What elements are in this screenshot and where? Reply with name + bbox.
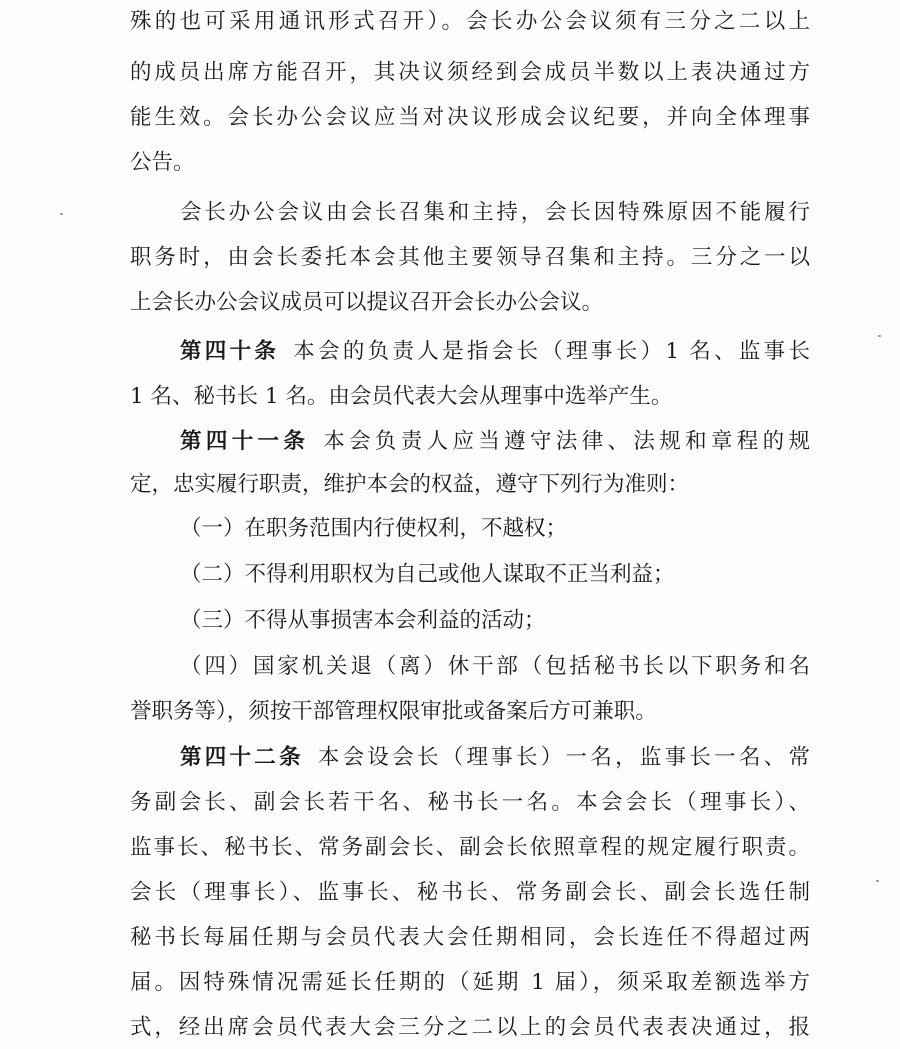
article-heading: 第四十条 [180, 339, 280, 364]
text-line: 公告。 [130, 150, 195, 175]
list-item: （一）在职务范围内行使权利，不越权； [180, 516, 568, 541]
text-line: 的成员出席方能召开，其决议须经到会成员半数以上表决通过方 [130, 60, 810, 85]
text-line: 届。因特殊情况需延长任期的（延期 1 届），须采取差额选举方 [130, 970, 810, 995]
text-line: 能生效。会长办公会议应当对决议形成会议纪要，并向全体理事 [130, 105, 810, 130]
text-line: 会长（理事长）、监事长、秘书长、常务副会长、副会长选任制 [130, 880, 810, 905]
list-item: （二）不得利用职权为自己或他人谋取不正当利益； [180, 562, 675, 587]
text-line: 式，经出席会员代表大会三分之二以上的会员代表表决通过，报 [130, 1015, 810, 1040]
text-line: 定，忠实履行职责，维护本会的权益，遵守下列行为准则： [130, 472, 690, 497]
text-line: 誉职务等），须按干部管理权限审批或备案后方可兼职。 [130, 699, 657, 724]
text-line: 务副会长、副会长若干名、秘书长一名。本会会长（理事长）、 [130, 790, 810, 815]
scan-speck [60, 213, 63, 215]
list-item: （四）国家机关退（离）休干部（包括秘书长以下职务和名 [180, 654, 810, 679]
article-heading: 第四十二条 [180, 745, 304, 770]
scan-speck [876, 880, 879, 882]
scan-speck [878, 335, 881, 337]
article-heading: 第四十一条 [180, 429, 310, 454]
text-line: 秘书长每届任期与会员代表大会任期相同，会长连任不得超过两 [130, 925, 810, 950]
text-line: 1 名、秘书长 1 名。由会员代表大会从理事中选举产生。 [130, 384, 673, 409]
list-item: （三）不得从事损害本会利益的活动； [180, 608, 546, 633]
article-text: 本会负责人应当遵守法律、法规和章程的规 [323, 429, 810, 454]
article-40-first-line [180, 338, 810, 366]
text-line: 监事长、秘书长、常务副会长、副会长依照章程的规定履行职责。 [130, 835, 810, 860]
article-41-first-line [180, 428, 810, 456]
article-text: 本会设会长（理事长）一名，监事长一名、常 [317, 745, 810, 770]
article-text: 本会的负责人是指会长（理事长）1 名、监事长 [293, 339, 810, 364]
text-line: 职务时，由会长委托本会其他主要领导召集和主持。三分之一以 [130, 245, 810, 270]
text-line: 上会长办公会议成员可以提议召开会长办公会议。 [130, 290, 604, 315]
article-42-first-line [180, 744, 810, 772]
text-line: 会长办公会议由会长召集和主持，会长因特殊原因不能履行 [180, 200, 810, 225]
text-line: 殊的也可采用通讯形式召开）。会长办公会议须有三分之二以上 [130, 9, 810, 34]
